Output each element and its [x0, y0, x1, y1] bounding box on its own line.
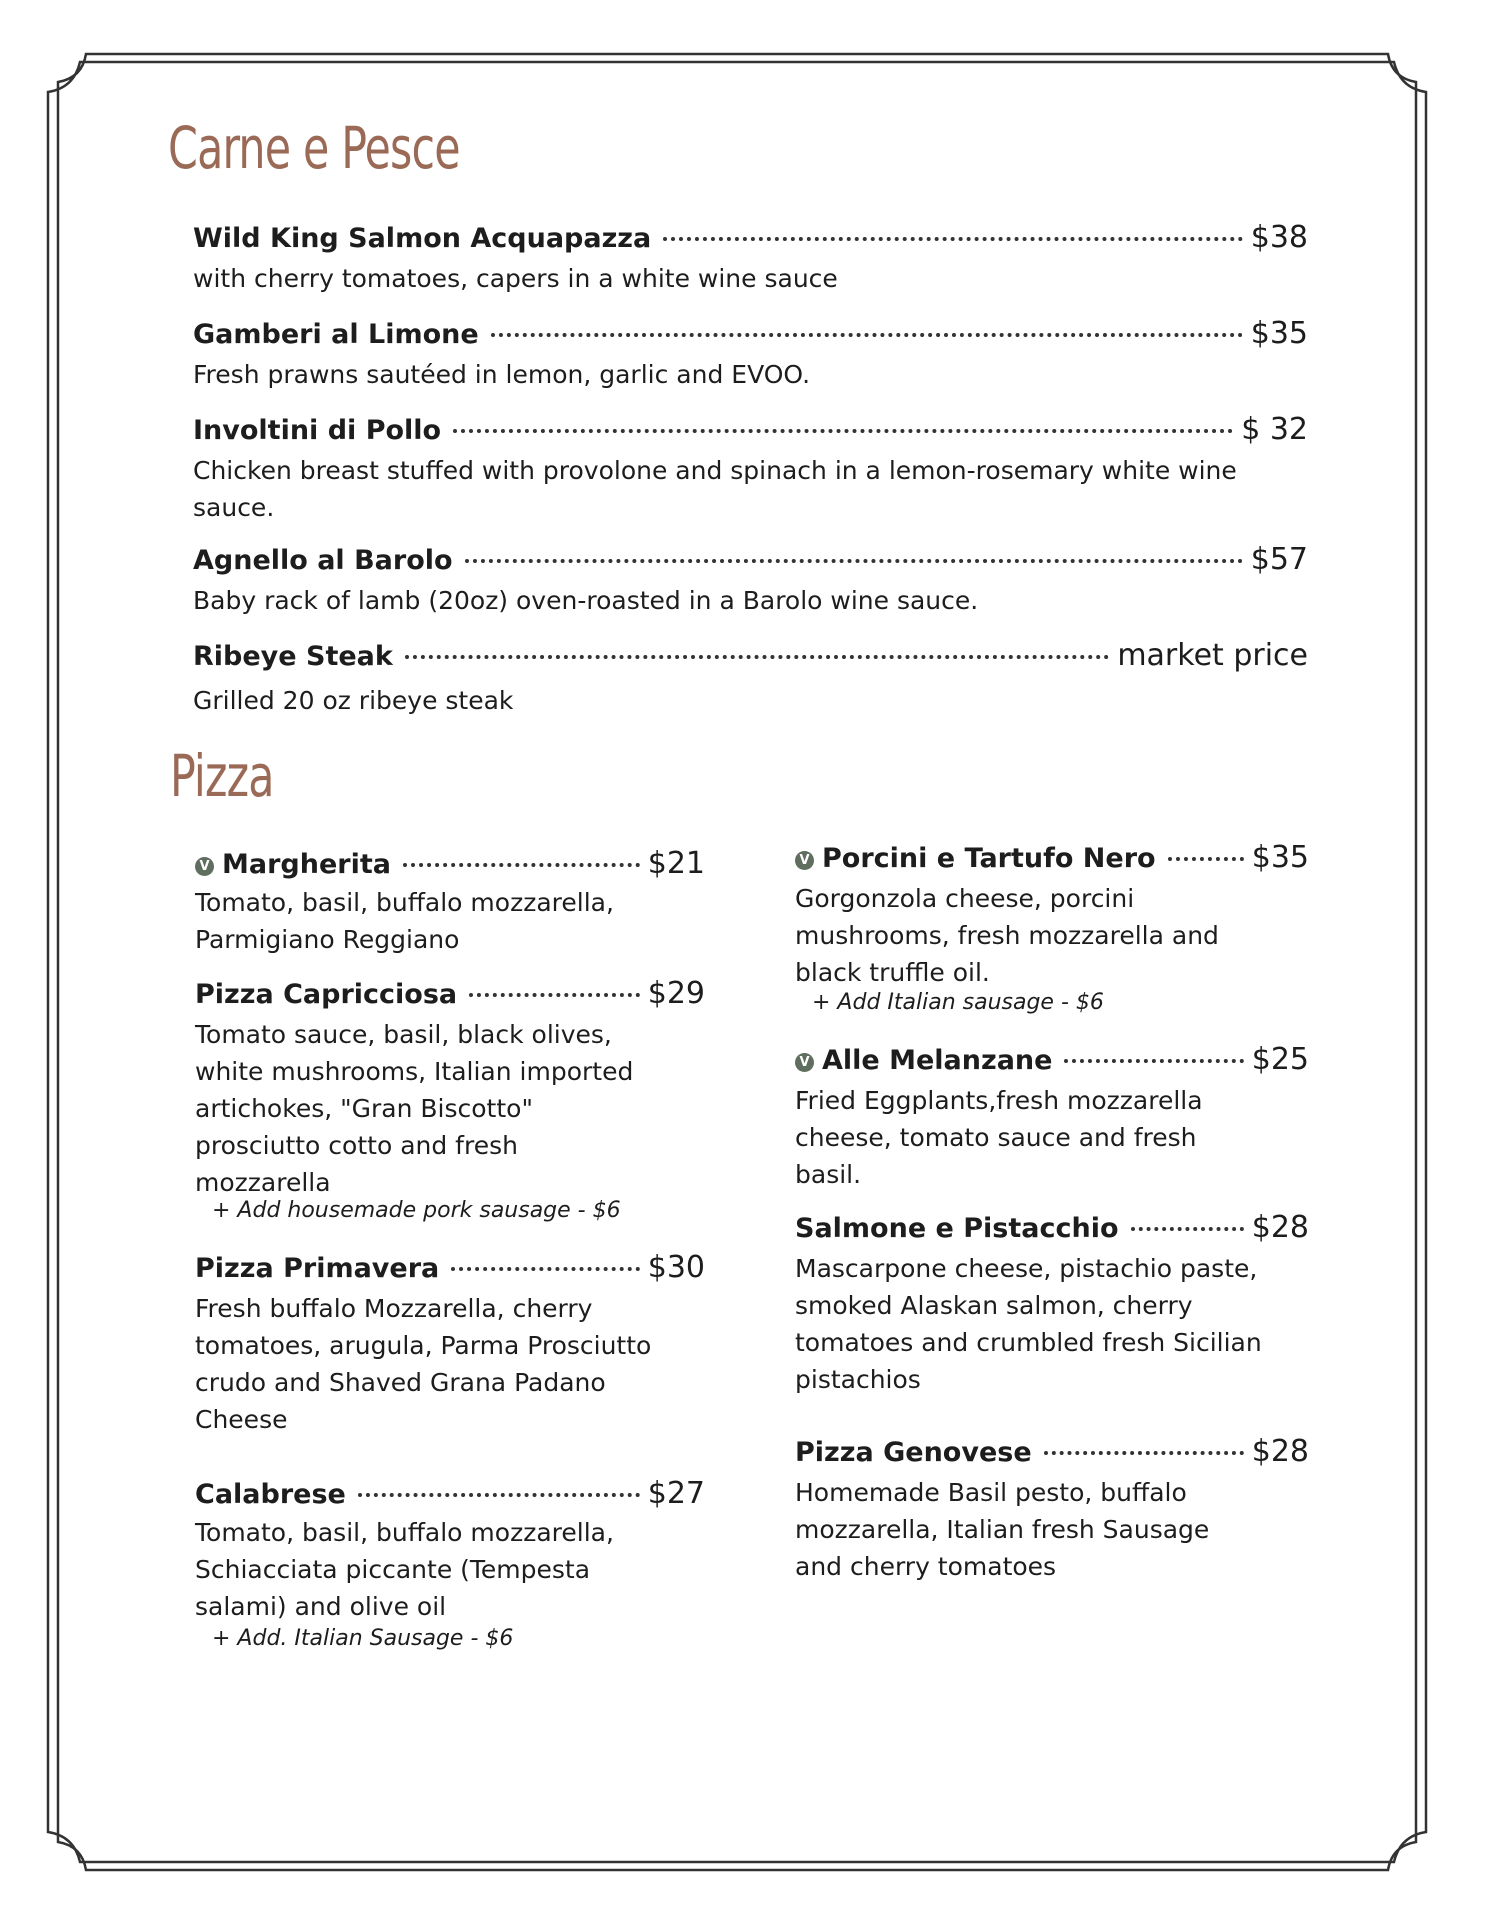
item-name: Porcini e Tartufo Nero: [822, 843, 1156, 874]
item-price: $35: [1251, 840, 1309, 875]
item-price: $28: [1251, 1434, 1309, 1469]
dot-leader: [358, 1493, 640, 1497]
item-description: Homemade Basil pesto, buffalo mozzarella, Italian fresh Sausage and cherry tomatoes: [795, 1478, 1210, 1581]
item-description: Fresh prawns sautéed in lemon, garlic and EVOO.: [193, 360, 811, 389]
item-price: $25: [1251, 1042, 1309, 1077]
menu-item-pizza-primavera: [195, 1250, 705, 1285]
dot-leader: [469, 993, 640, 997]
item-description: Tomato, basil, buffalo mozzarella, Schiacciata piccante (Tempesta salami) and olive oil: [195, 1518, 614, 1621]
item-description: Tomato, basil, buffalo mozzarella, Parmigiano Reggiano: [195, 888, 614, 954]
dot-leader: [453, 429, 1233, 433]
dot-leader: [663, 237, 1242, 241]
menu-item-pizza-capricciosa: [195, 976, 705, 1011]
menu-item-gamberi-al-limone: [193, 316, 1308, 351]
item-description: Mascarpone cheese, pistachio paste, smoked Alaskan salmon, cherry tomatoes and crumbled fresh Sicilian pistachios: [795, 1254, 1262, 1394]
item-name: Salmone e Pistacchio: [795, 1213, 1119, 1244]
dot-leader: [1064, 1059, 1243, 1063]
menu-item-involtini-di-pollo: [193, 412, 1308, 447]
item-price: $ 32: [1241, 412, 1308, 447]
item-name: Pizza Primavera: [195, 1253, 440, 1284]
item-name: Agnello al Barolo: [193, 545, 453, 576]
dot-leader: [451, 1267, 639, 1271]
menu-item-pizza-genovese: [795, 1434, 1309, 1469]
item-description: Chicken breast stuffed with provolone and spinach in a lemon-rosemary white wine sauce.: [193, 456, 1237, 522]
menu-item-salmone-e-pistacchio: [795, 1210, 1309, 1245]
vegetarian-icon: V: [795, 851, 814, 870]
item-price: $38: [1250, 220, 1308, 255]
item-name: Margherita: [222, 849, 391, 880]
item-price: $57: [1250, 542, 1308, 577]
item-description: Baby rack of lamb (20oz) oven-roasted in a Barolo wine sauce.: [193, 586, 979, 615]
item-description: Fresh buffalo Mozzarella, cherry tomatoes, arugula, Parma Prosciutto crudo and Shaved Grana Padano Cheese: [195, 1294, 652, 1434]
item-addon: + Add. Italian Sausage - $6: [212, 1626, 514, 1651]
item-description: Grilled 20 oz ribeye steak: [193, 686, 514, 715]
dot-leader: [465, 559, 1243, 563]
item-price: $21: [647, 846, 705, 881]
item-name: Ribeye Steak: [193, 641, 393, 672]
dot-leader: [405, 655, 1109, 659]
menu-item-ribeye-steak: [193, 638, 1308, 673]
item-description: with cherry tomatoes, capers in a white wine sauce: [193, 264, 838, 293]
item-name: Pizza Capricciosa: [195, 979, 458, 1010]
dot-leader: [403, 863, 640, 867]
item-name: Wild King Salmon Acquapazza: [193, 223, 652, 254]
vegetarian-icon: V: [795, 1053, 814, 1072]
item-addon: + Add housemade pork sausage - $6: [212, 1198, 621, 1223]
item-price: $30: [647, 1250, 705, 1285]
menu-item-calabrese: [195, 1476, 705, 1511]
dot-leader: [491, 333, 1243, 337]
item-description: Tomato sauce, basil, black olives, white mushrooms, Italian imported artichokes, "Gran Biscotto" prosciutto cotto and fresh mozzarella: [195, 1020, 634, 1197]
menu-item-agnello-al-barolo: [193, 542, 1308, 577]
item-price: $29: [647, 976, 705, 1011]
item-price: $28: [1251, 1210, 1309, 1245]
dot-leader: [1168, 857, 1244, 861]
item-name: Pizza Genovese: [795, 1437, 1032, 1468]
menu-item-alle-melanzane: [795, 1042, 1309, 1077]
dot-leader: [1131, 1227, 1244, 1231]
item-price: $27: [647, 1476, 705, 1511]
vegetarian-icon: V: [195, 857, 214, 876]
menu-item-porcini-e-tartufo-nero: [795, 840, 1309, 875]
item-description: Gorgonzola cheese, porcini mushrooms, fresh mozzarella and black truffle oil.: [795, 884, 1219, 987]
item-addon: + Add Italian sausage - $6: [812, 990, 1104, 1015]
menu-item-wild-king-salmon: [193, 220, 1308, 255]
dot-leader: [1044, 1451, 1244, 1455]
item-name: Calabrese: [195, 1479, 346, 1510]
item-name: Gamberi al Limone: [193, 319, 479, 350]
item-description: Fried Eggplants,fresh mozzarella cheese, tomato sauce and fresh basil.: [795, 1086, 1203, 1189]
item-price: $35: [1250, 316, 1308, 351]
item-name: Alle Melanzane: [822, 1045, 1053, 1076]
item-price: market price: [1117, 638, 1308, 673]
item-name: Involtini di Pollo: [193, 415, 442, 446]
menu-item-margherita: [195, 846, 705, 881]
section-title-pizza: Pizza: [170, 742, 274, 810]
section-title-carne-e-pesce: Carne e Pesce: [168, 114, 460, 182]
